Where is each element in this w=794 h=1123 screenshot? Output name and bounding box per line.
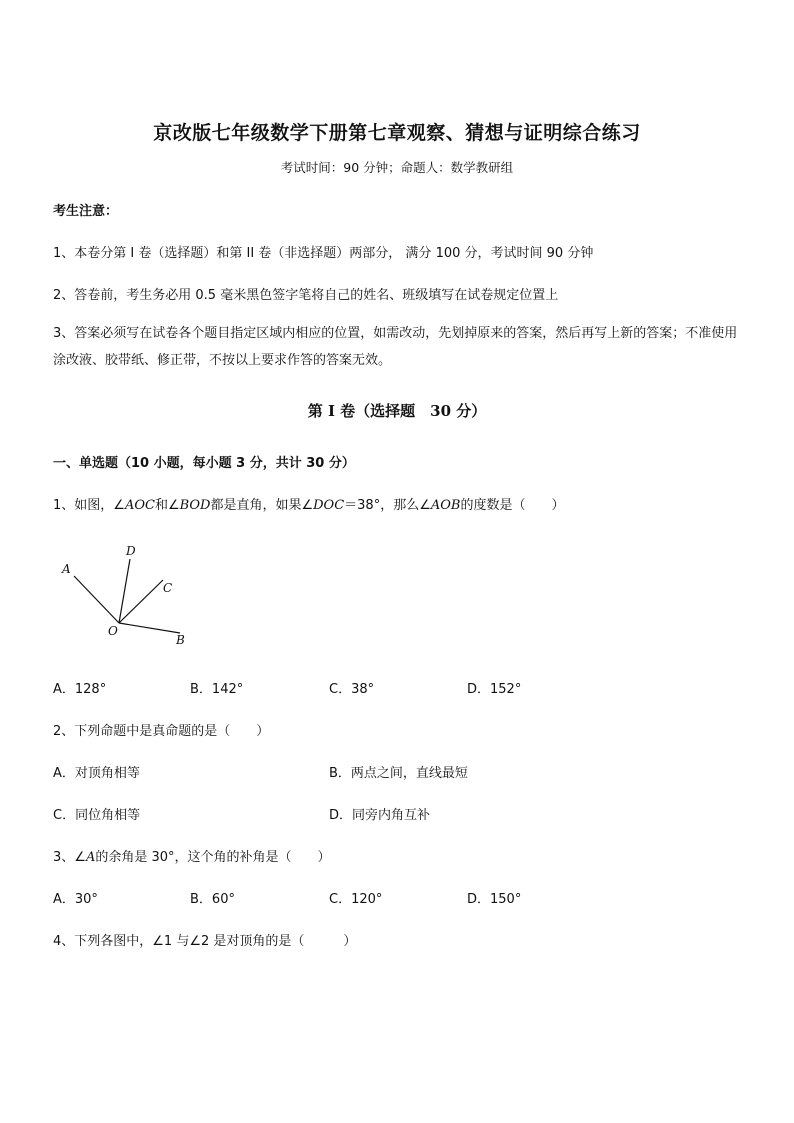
- question-2-option-b[interactable]: B．两点之间，直线最短: [329, 766, 468, 781]
- question-4-stem: 4、下列各图中，∠1 与∠2 是对顶角的是（ ）: [53, 934, 357, 949]
- question-2-option-d[interactable]: D．同旁内角互补: [329, 808, 431, 823]
- part-title: 一、单选题（10 小题，每小题 3 分，共计 30 分）: [53, 456, 355, 471]
- question-2-stem: 2、下列命题中是真命题的是（ ）: [53, 724, 270, 739]
- question-3-option-c[interactable]: C．120°: [329, 892, 383, 907]
- question-1-figure: [50, 538, 210, 650]
- label-o: O: [108, 624, 118, 638]
- question-2-option-c[interactable]: C．同位角相等: [53, 808, 141, 823]
- label-b: B: [176, 633, 185, 647]
- notice-item-1: 1、本卷分第 I 卷（选择题）和第 II 卷（非选择题）两部分， 满分 100 分，考试时间 90 分钟: [53, 246, 594, 261]
- exam-subtitle: 考试时间：90 分钟；命题人：数学教研组: [280, 160, 514, 175]
- exam-title: 京改版七年级数学下册第七章观察、猜想与证明综合练习: [153, 122, 641, 144]
- label-c: C: [163, 581, 173, 595]
- question-3-stem: 3、∠A的余角是 30°，这个角的补角是（ ）: [53, 850, 331, 865]
- question-1-option-a[interactable]: A．128°: [53, 682, 107, 697]
- section-title: 第 I 卷（选择题 30 分）: [307, 402, 487, 420]
- question-3-option-d[interactable]: D．150°: [467, 892, 522, 907]
- notice-heading: 考生注意：: [53, 204, 119, 219]
- question-3-option-a[interactable]: A．30°: [53, 892, 98, 907]
- question-1-option-d[interactable]: D．152°: [467, 682, 522, 697]
- notice-item-2: 2、答卷前，考生务必用 0.5 毫米黑色签字笔将自己的姓名、班级填写在试卷规定位置上: [53, 288, 559, 303]
- question-1-stem: 1、如图，∠AOC和∠BOD都是直角，如果∠DOC＝38°，那么∠AOB的度数是（ ）: [53, 498, 565, 513]
- question-3-option-b[interactable]: B．60°: [190, 892, 235, 907]
- label-d: D: [126, 544, 136, 558]
- ray-ob: [119, 623, 180, 633]
- question-2-option-a[interactable]: A．对顶角相等: [53, 766, 140, 781]
- question-1-option-c[interactable]: C．38°: [329, 682, 375, 697]
- ray-oa: [74, 576, 119, 623]
- notice-item-3: 3、答案必须写在试卷各个题目指定区域内相应的位置，如需改动，先划掉原来的答案，然后再写上新的答案；不准使用涂改液、胶带纸、修正带，不按以上要求作答的答案无效。: [53, 326, 738, 368]
- question-1-option-b[interactable]: B．142°: [190, 682, 244, 697]
- label-a: A: [62, 562, 71, 576]
